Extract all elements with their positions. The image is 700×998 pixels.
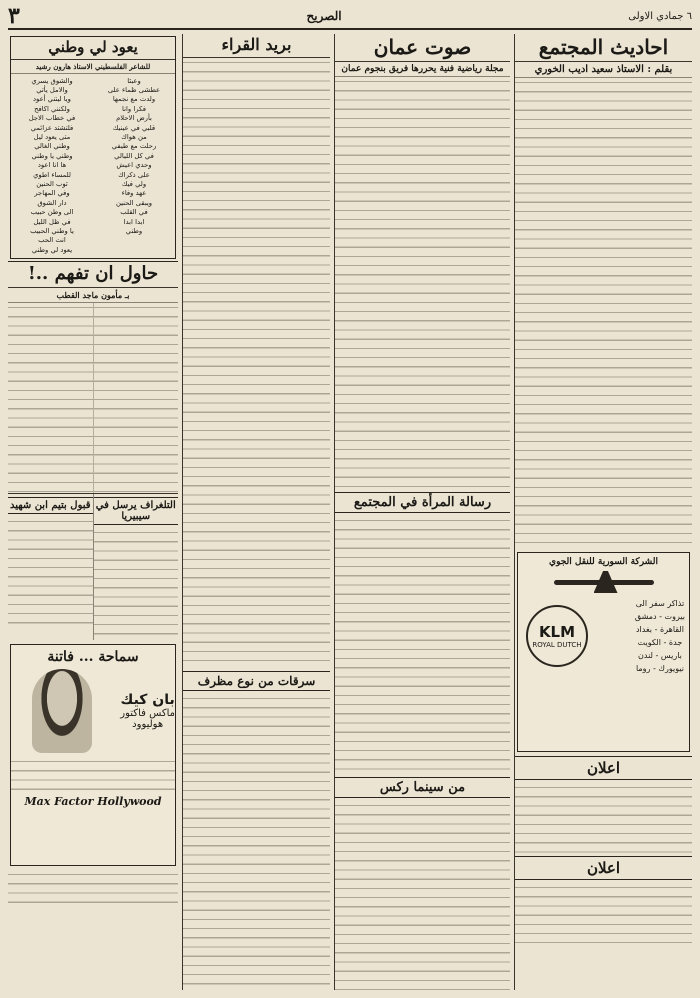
- page-number: ٣: [8, 3, 20, 29]
- cosmetics-body: [11, 757, 175, 795]
- headline-try-understand: حاول ان تفهم ..!: [8, 261, 178, 288]
- airline-route-4: جدة - الكويت: [637, 638, 683, 647]
- airline-route-6: نيويورك - روما: [635, 664, 684, 673]
- article-body-ibn-shahid: [8, 517, 93, 629]
- airline-route-1: تذاكر سفر الى: [635, 599, 685, 608]
- klm-logo: KLM ROYAL DUTCH: [526, 605, 588, 667]
- article-body-rex-cinema: [335, 801, 510, 990]
- headline-poem: يعود لي وطني: [11, 37, 175, 60]
- column-amman: [334, 34, 510, 990]
- byline-try-understand: بـ مأمون ماجد القطب: [8, 288, 178, 303]
- ad-heading-1: اعلان: [515, 756, 692, 780]
- masthead: [8, 4, 692, 30]
- article-body-try-understand-a: [94, 303, 179, 493]
- byline-poem: للشاعر الفلسطيني الاستاذ هارون رشيد: [11, 60, 175, 74]
- ad-body-2: [515, 883, 692, 943]
- headline-amman: صوت عمان: [335, 34, 510, 62]
- headline-ibn-shahid: قبول بتيم ابن شهيد: [8, 497, 93, 514]
- airline-route-2: بيروت - دمشق: [634, 612, 685, 621]
- byline-society: بقلم : الاستاذ سعيد اديب الخوري: [515, 62, 692, 78]
- poem-column-right: وعبثا عطشى ظماء على ولدت مع نجمها فكرا وانا بأرض الاحلام قلبي في عينيك من هواك رحلت مع طيفي في كل الليالي وحدي اعيش على ذكراك ولي فيك عهد وفاء ويبقى الحنين في القلب ابدا ابدا وطني: [107, 76, 161, 235]
- column-readers: [182, 34, 330, 990]
- cosmetics-ad: [10, 644, 176, 866]
- headline-telegraph: التلغراف يرسل في سيبيريا: [94, 497, 179, 525]
- woman-portrait-image: [32, 669, 92, 753]
- headline-readers-mail: بريد القراء: [183, 34, 330, 58]
- poem-column-left: والشوق يسري والامل يأتي ويا ليتني أعود ولكنني اكافح في خطاب الاجل فلتشتد عزائمي متى يعود ليل وطني الغالي وطني يا وطني ها انا اعود للمساء اطوي ثوب الحنين وفي المهاجر دار الشوق الى وطن حبيب في ظل الليل يا وطني الحبيب انت الحب يعود لي وطني: [28, 76, 76, 254]
- poem-verses: [11, 74, 175, 259]
- article-body-try-understand-b: [8, 303, 94, 493]
- headline-women: رسالة المرأة في المجتمع: [335, 492, 510, 513]
- article-body-bottom: [8, 870, 178, 910]
- cosmetics-footer: Max Factor Hollywood: [24, 795, 162, 809]
- cosmetics-line3: هوليوود: [132, 719, 164, 731]
- subhead-amman: مجلة رياضية فنية يحررها فريق بنجوم عمان: [335, 62, 510, 77]
- article-body-readers: [183, 58, 330, 668]
- airline-top: الشركة السورية للنقل الجوي: [549, 557, 658, 567]
- airline-route-3: القاهرة - بغداد: [635, 625, 684, 634]
- column-poem: [8, 34, 178, 990]
- article-body-women: [335, 516, 510, 774]
- headline-rex-cinema: من سينما ركس: [335, 777, 510, 798]
- poem-box: [10, 36, 176, 259]
- cosmetics-slogan: سماحة ... فاتنة: [47, 649, 139, 666]
- article-body-thefts: [183, 694, 330, 990]
- airplane-icon: [544, 571, 664, 593]
- ad-heading-2: اعلان: [515, 856, 692, 880]
- article-body-society: [515, 78, 692, 548]
- headline-society: احاديث المجتمع: [515, 34, 692, 62]
- issue-date: ٦ جمادي الاولى: [628, 10, 692, 22]
- headline-thefts: سرقات من نوع مظرف: [183, 671, 330, 691]
- cosmetics-line2: ماكس فاكتور: [120, 708, 175, 720]
- cosmetics-brand: بان كيك: [120, 692, 175, 709]
- paper-name: الصريح: [306, 9, 342, 23]
- article-body-telegraph: [94, 528, 179, 640]
- column-society: [514, 34, 692, 990]
- airline-ad: [517, 552, 690, 752]
- airline-route-5: باريس - لندن: [638, 651, 682, 660]
- ad-body-1: [515, 783, 692, 853]
- article-body-amman: [335, 77, 510, 489]
